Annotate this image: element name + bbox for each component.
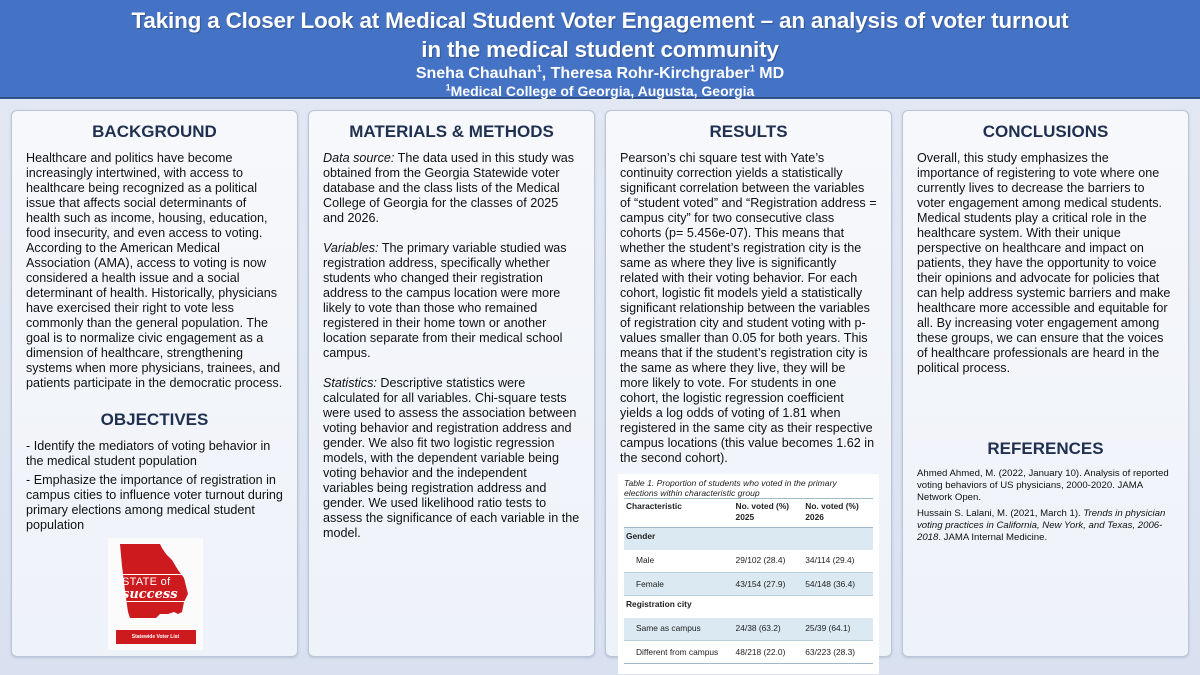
author-list (0, 65, 1200, 83)
cell-2026: 25/39 (64.1) (803, 618, 873, 641)
methods-panel (308, 110, 595, 657)
statistics-text: Descriptive statistics were calculated for all variables. Chi-square tests were used to assess the association between voting behavior and registration address and gender. We also fit two logistic regression models, with the dependent variable being voting behavior and the independent variables being registration address and gender. We used likelihood ratio tests to assess the significance of each variable in the model. (323, 376, 580, 540)
logo-state-text: STATE of (122, 574, 186, 588)
state-of-success-logo (108, 538, 203, 650)
reference-authors: Hussain S. Lalani, M. (2021, March 1). (917, 508, 1084, 519)
background-panel (11, 110, 298, 657)
logo-text (122, 574, 186, 602)
table-caption: Table 1. Proportion of students who voted in the primary elections within characteristic group (624, 478, 837, 498)
title-line-1: Taking a Closer Look at Medical Student Voter Engagement – an analysis of voter turnout (131, 8, 1069, 33)
conclusions-text: Overall, this study emphasizes the importance of registering to vote where one currently lives to decrease the barriers to voter engagement among medical students. Medical students play a critical role in the healthcare system. With their unique perspective on healthcare and impact on patients, they have the opportunity to voice their opinions and advocate for policies that can help address systemic barriers and make healthcare more accessible and equitable for all. By increasing voter engagement among these groups, we can ensure that the voices of healthcare professionals are heard in the political process. (917, 151, 1171, 375)
cell-2025: 29/102 (28.4) (734, 550, 804, 573)
author-1-affil: 1 (536, 63, 542, 74)
logo-banner: Statewide Voter List (116, 630, 196, 644)
cell-2026: 63/223 (28.3) (803, 641, 873, 664)
results-panel (605, 110, 892, 657)
results-table (624, 498, 873, 664)
results-title: RESULTS (709, 122, 788, 141)
references-title: REFERENCES (987, 439, 1104, 458)
cell-2026: 34/114 (29.4) (803, 550, 873, 573)
reference-item: Ahmed Ahmed, M. (2022, January 10). Analysis of reported voting behaviors of US physicians, 2000-2020. JAMA Network Open. (917, 468, 1169, 503)
affiliation-text: Medical College of Georgia, Augusta, Georgia (450, 83, 755, 99)
group-label: Gender (624, 528, 873, 550)
statistics-paragraph (323, 376, 580, 541)
row-label: Female (624, 573, 734, 596)
reference-title: Trends in physician voting practices in California, New York, and Texas, 2006-2018 (917, 508, 1166, 543)
table-group-row (624, 596, 873, 618)
table-header-row (624, 499, 873, 528)
cell-2025: 24/38 (63.2) (734, 618, 804, 641)
objective-item: - Identify the mediators of voting behavior in the medical student population (26, 439, 271, 468)
table-row (624, 550, 873, 573)
statistics-label: Statistics: (323, 376, 377, 390)
row-label: Male (624, 550, 734, 573)
objectives-title: OBJECTIVES (100, 410, 209, 429)
conclusions-title: CONCLUSIONS (982, 122, 1109, 141)
results-text: Pearson’s chi square test with Yate’s continuity correction yields a statistically significant correlation between the variables of “student voted” and “Registration address = campus city” for two consecutive class cohorts (p= 5.456e-07). This means that whether the student’s registration city is the same as where they live is significantly related with their voting behavior. For each cohort, logistic fit models yield a statistically significant relationship between the variables of registration city and student voting with p-values smaller than 0.05 for both years. This means that if the student’s registration city is the same as where they live, they will be more likely to vote. For students in one cohort, the logistic regression coefficient yields a log odds of voting of 1.81 when registered in the same city as their respective campus locations (this value becomes 1.62 in the second cohort). (620, 151, 877, 465)
table-group-row (624, 528, 873, 550)
variables-paragraph (323, 241, 580, 361)
methods-title: MATERIALS & METHODS (349, 122, 554, 141)
author-2: Theresa Rohr-Kirchgraber (550, 65, 750, 82)
author-separator: , (541, 65, 551, 82)
variables-text: The primary variable studied was registration address, specifically whether students who changed their registration address to the campus location were more likely to vote than those who remained registered in their home town or another location separate from their medical school campus. (323, 241, 567, 360)
background-title: BACKGROUND (92, 122, 217, 141)
table-row (624, 641, 873, 664)
title-line-2: in the medical student community (421, 37, 779, 62)
cell-2025: 43/154 (27.9) (734, 573, 804, 596)
author-2-affil: 1 (749, 63, 755, 74)
affiliation-sup: 1 (445, 82, 451, 93)
table-row (624, 618, 873, 641)
table-header: No. voted (%) 2025 (734, 499, 804, 528)
poster-header (0, 0, 1200, 99)
footnote-text (20, 662, 80, 668)
logo-success-text: success (122, 588, 186, 602)
data-source-paragraph (323, 151, 580, 226)
author-2-suffix: MD (754, 65, 785, 82)
poster-title (0, 0, 1200, 64)
table-header: No. voted (%) 2026 (803, 499, 873, 528)
table-header: Characteristic (624, 499, 734, 528)
results-table-container (618, 474, 879, 674)
reference-journal: . JAMA Internal Medicine. (938, 532, 1048, 543)
cell-2026: 54/148 (36.4) (803, 573, 873, 596)
affiliation (0, 83, 1200, 100)
objective-item: - Emphasize the importance of registration in campus cities to influence voter turnout during primary elections among medical student population (26, 473, 283, 532)
table-row (624, 573, 873, 596)
group-label: Registration city (626, 599, 692, 609)
author-1: Sneha Chauhan (415, 65, 537, 82)
background-text: Healthcare and politics have become increasingly intertwined, with access to healthcare being recognized as a political issue that affects social determinants of health such as income, housing, education, food insecurity, and even access to voting. According to the American Medical Association (AMA), access to voting is now considered a health issue and a social determinant of health. Historically, physicians have exercised their right to vote less commonly than the general population. The goal is to normalize civic engagement as a dimension of healthcare, strengthening systems when more physicians, trainees, and patients participate in the democratic process. (26, 151, 283, 390)
row-label: Same as campus (624, 618, 734, 641)
data-source-label: Data source: (323, 151, 395, 165)
row-label: Different from campus (624, 641, 734, 664)
reference-item (917, 508, 1174, 544)
cell-2025: 48/218 (22.0) (734, 641, 804, 664)
conclusions-panel (902, 110, 1189, 657)
data-source-text: The data used in this study was obtained from the Georgia Statewide voter database and the class lists of the Medical College of Georgia for the classes of 2025 and 2026. (323, 151, 575, 225)
variables-label: Variables: (323, 241, 379, 255)
